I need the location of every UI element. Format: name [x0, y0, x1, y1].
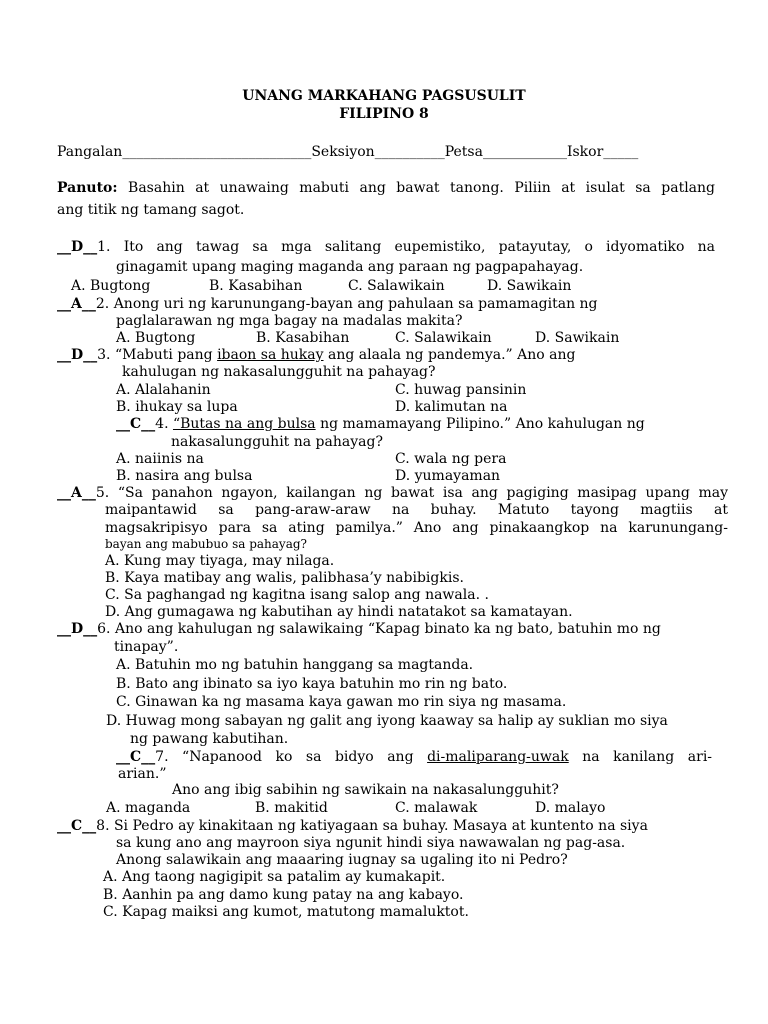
q8-choice-a: A. Ang taong nagigipit sa patalim ay kumakapit.: [103, 869, 446, 885]
date-label: Petsa: [444, 144, 483, 160]
q3-choice-a: A. Alalahanin: [116, 382, 211, 398]
q6-choice-c: C. Ginawan ka ng masama kaya gawan mo rin siya ng masama.: [116, 694, 567, 710]
answer-2[interactable]: A: [71, 296, 82, 312]
question-6: __D__6. Ano ang kahulugan ng salawikaing “Kapag binato ka ng bato, batuhin mo ng: [57, 621, 661, 637]
q7-choice-d: D. malayo: [535, 800, 606, 816]
q1-choice-b: B. Kasabihan: [209, 278, 303, 294]
q6-choice-b: B. Bato ang ibinato sa iyo kaya batuhin mo rin ng bato.: [116, 676, 508, 692]
q2-choice-b: B. Kasabihan: [256, 330, 350, 346]
question-5-line2: maipantawid sa pang-araw-araw na buhay. Matuto tayong magtiis at: [105, 502, 728, 518]
answer-7[interactable]: C: [130, 749, 142, 765]
q3-choice-d: D. kalimutan na: [395, 399, 508, 415]
q2-choice-d: D. Sawikain: [535, 330, 620, 346]
info-line: [57, 144, 638, 160]
q5-choice-a: A. Kung may tiyaga, may nilaga.: [105, 553, 335, 569]
answer-4[interactable]: C: [130, 416, 142, 432]
question-2-line2: paglalarawan ng mga bagay na madalas makita?: [116, 313, 463, 329]
q6-choice-d: D. Huwag mong sabayan ng galit ang iyong kaaway sa halip ay suklian mo siya: [106, 713, 668, 729]
score-field[interactable]: _____: [603, 144, 639, 160]
question-5-line4: bayan ang mabubuo sa pahayag?: [105, 537, 307, 551]
q6-choice-a: A. Batuhin mo ng batuhin hanggang sa magtanda.: [116, 657, 474, 673]
q1-choice-a: A. Bugtong: [71, 278, 151, 294]
q4-choice-d: D. yumayaman: [395, 468, 501, 484]
q4-choice-b: B. nasira ang bulsa: [116, 468, 253, 484]
q7-choice-c: C. malawak: [395, 800, 478, 816]
q2-choice-c: C. Salawikain: [395, 330, 492, 346]
directions-label: Panuto:: [57, 180, 118, 196]
question-2: __A__2. Anong uri ng karunungang-bayan ang pahulaan sa pamamagitan ng: [57, 296, 598, 312]
name-label: Pangalan: [57, 144, 123, 160]
q5-choice-c: C. Sa paghangad ng kagitna isang salop ang nawala. .: [105, 587, 489, 603]
answer-5[interactable]: A: [71, 485, 82, 501]
q5-choice-b: B. Kaya matibay ang walis, palibhasa’y nabibigkis.: [105, 570, 464, 586]
name-field[interactable]: ___________________________: [122, 144, 312, 160]
directions-line2: ang titik ng tamang sagot.: [57, 202, 245, 218]
answer-3[interactable]: D: [71, 347, 84, 363]
q7-choice-a: A. maganda: [106, 800, 191, 816]
question-8-line2: sa kung ano ang mayroon siya ngunit hindi siya nawawalan ng pag-asa.: [116, 835, 626, 851]
question-6-line2: tinapay”.: [114, 639, 179, 655]
answer-8[interactable]: C: [71, 818, 83, 834]
directions-line1: Panuto: Basahin at unawaing mabuti ang bawat tanong. Piliin at isulat sa patlang: [57, 180, 716, 196]
question-3-line2: kahulugan ng nakasalungguhit na pahayag?: [122, 364, 436, 380]
question-5-line3: magsakripisyo para sa ating pamilya.” Ano ang pinakaangkop na karunungang-: [105, 520, 728, 536]
exam-subtitle: FILIPINO 8: [339, 106, 429, 122]
q8-choice-b: B. Aanhin pa ang damo kung patay na ang kabayo.: [103, 887, 464, 903]
q8-choice-c: C. Kapag maiksi ang kumot, matutong mamaluktot.: [103, 904, 469, 920]
q6-choice-d-cont: ng pawang kabutihan.: [130, 731, 289, 747]
exam-title: UNANG MARKAHANG PAGSUSULIT: [242, 88, 526, 104]
q4-underlined: “Butas na ang bulsa: [172, 416, 316, 432]
question-7-line2: arian.”: [118, 766, 167, 782]
q3-underlined: ibaon sa hukay: [217, 347, 324, 363]
q4-choice-c: C. wala ng pera: [395, 451, 507, 467]
q5-choice-d: D. Ang gumagawa ng kabutihan ay hindi natatakot sa kamatayan.: [105, 604, 573, 620]
question-8-line3: Anong salawikain ang maaaring iugnay sa ugaling ito ni Pedro?: [116, 852, 568, 868]
question-7: __C__7. “Napanood ko sa bidyo ang di-maliparang-uwak na kanilang ari-: [116, 749, 713, 765]
question-5: __A__5. “Sa panahon ngayon, kailangan ng bawat isa ang pagiging masipag upang may: [57, 485, 728, 501]
section-label: Seksiyon: [311, 144, 375, 160]
q4-choice-a: A. naiinis na: [116, 451, 204, 467]
score-label: Iskor: [566, 144, 604, 160]
answer-6[interactable]: D: [71, 621, 84, 637]
answer-1[interactable]: D: [71, 239, 84, 255]
q3-choice-b: B. ihukay sa lupa: [116, 399, 238, 415]
question-3: __D__3. “Mabuti pang ibaon sa hukay ang alaala ng pandemya.” Ano ang: [57, 347, 576, 363]
q1-choice-d: D. Sawikain: [487, 278, 572, 294]
q1-choice-c: C. Salawikain: [348, 278, 445, 294]
question-1-line2: ginagamit upang maging maganda ang paraan ng pagpapahayag.: [116, 259, 584, 275]
question-7-line3: Ano ang ibig sabihin ng sawikain na nakasalungguhit?: [172, 782, 559, 798]
q3-choice-c: C. huwag pansinin: [395, 382, 527, 398]
q2-choice-a: A. Bugtong: [116, 330, 196, 346]
question-4: __C__4. “Butas na ang bulsa ng mamamayang Pilipino.” Ano kahulugan ng: [116, 416, 645, 432]
section-field[interactable]: __________: [374, 144, 445, 160]
question-1: __D__1. Ito ang tawag sa mga salitang eupemistiko, patayutay, o idyomatiko na: [57, 239, 716, 255]
date-field[interactable]: ____________: [482, 144, 567, 160]
question-8: __C__8. Si Pedro ay kinakitaan ng katiyagaan sa buhay. Masaya at kuntento na siya: [57, 818, 648, 834]
q7-underlined: di-maliparang-uwak: [427, 749, 569, 765]
question-4-line2: nakasalungguhit na pahayag?: [171, 434, 383, 450]
q7-choice-b: B. makitid: [255, 800, 328, 816]
